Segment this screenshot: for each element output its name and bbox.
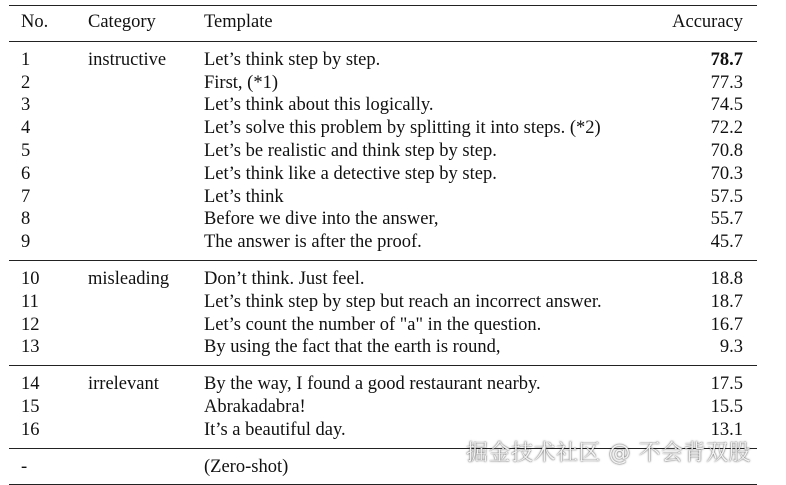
row-category — [88, 72, 204, 95]
row-number: 5 — [21, 140, 31, 161]
row-template: The answer is after the proof. — [204, 232, 422, 253]
table-row — [9, 94, 757, 117]
row-accuracy: 16.7 — [710, 314, 743, 335]
row-accuracy: 15.5 — [710, 396, 743, 417]
row-category — [88, 231, 204, 260]
table-row — [9, 260, 757, 290]
header-template: Template — [204, 6, 664, 42]
row-template: Let’s think — [204, 186, 284, 207]
row-accuracy: 55.7 — [710, 209, 743, 230]
row-category — [88, 396, 204, 419]
row-number: 1 — [21, 49, 31, 70]
row-template: Let’s think about this logically. — [204, 95, 434, 116]
row-accuracy: 18.8 — [664, 260, 757, 290]
header-category: Category — [88, 6, 204, 42]
row-template: Let’s be realistic and think step by step. — [204, 140, 497, 161]
table-row — [9, 336, 757, 365]
row-category — [88, 291, 204, 314]
row-template: (Zero-shot) — [204, 448, 664, 485]
row-category — [88, 163, 204, 186]
row-number: 6 — [21, 163, 31, 184]
table-group — [9, 260, 757, 365]
row-accuracy: 78.7 — [710, 49, 743, 70]
row-category — [88, 140, 204, 163]
table-row — [9, 396, 757, 419]
row-category — [88, 336, 204, 365]
site-watermark: 掘金技术社区 @ 不会背双股 — [466, 441, 751, 466]
row-number: 7 — [21, 186, 31, 207]
row-number: 12 — [21, 314, 40, 335]
table-row — [9, 117, 757, 140]
row-category: irrelevant — [88, 366, 204, 396]
row-accuracy: 45.7 — [710, 232, 743, 253]
table-row — [9, 140, 757, 163]
header-accuracy: Accuracy — [664, 6, 757, 42]
row-category: instructive — [88, 49, 167, 70]
row-number: 8 — [21, 209, 31, 230]
row-category — [88, 448, 204, 485]
row-template: First, (*1) — [204, 72, 278, 93]
row-accuracy: 9.3 — [719, 337, 743, 358]
row-template: Let’s count the number of "a" in the question. — [204, 314, 542, 335]
table-row — [9, 41, 757, 71]
table-row — [9, 231, 757, 260]
row-template: Let’s think step by step. — [204, 49, 381, 70]
table-row — [9, 314, 757, 337]
table-row — [9, 366, 757, 396]
row-template: By the way, I found a good restaurant nearby. — [204, 366, 664, 396]
row-accuracy: 72.2 — [710, 118, 743, 139]
row-template: It’s a beautiful day. — [204, 419, 346, 440]
row-category: misleading — [88, 260, 204, 290]
row-accuracy: 70.3 — [710, 163, 743, 184]
row-accuracy: 70.8 — [710, 140, 743, 161]
row-category — [88, 94, 204, 117]
header-no: No. — [9, 6, 88, 42]
row-template: Let’s solve this problem by splitting it into steps. (*2) — [204, 118, 601, 139]
row-number: 11 — [21, 291, 39, 312]
row-category — [88, 314, 204, 337]
row-category — [88, 186, 204, 209]
row-number: 15 — [21, 396, 40, 417]
table-header-row — [9, 6, 757, 42]
results-table-container — [9, 5, 757, 485]
table-row — [9, 72, 757, 95]
row-template: Don’t think. Just feel. — [204, 260, 664, 290]
row-number: 9 — [21, 232, 31, 253]
row-number: 3 — [21, 95, 31, 116]
row-template: Abrakadabra! — [204, 396, 306, 417]
table-row — [9, 163, 757, 186]
row-number: 13 — [21, 337, 40, 358]
row-category — [88, 419, 204, 448]
table-row — [9, 208, 757, 231]
row-template: By using the fact that the earth is round, — [204, 337, 501, 358]
prompt-template-accuracy-table — [9, 5, 757, 485]
row-category — [88, 117, 204, 140]
row-number: 4 — [21, 118, 31, 139]
row-template: Let’s think like a detective step by step. — [204, 163, 497, 184]
row-accuracy: 18.7 — [710, 291, 743, 312]
row-number: 10 — [9, 260, 88, 290]
row-number: 2 — [21, 72, 31, 93]
row-accuracy: 74.5 — [710, 95, 743, 116]
row-accuracy: 57.5 — [710, 186, 743, 207]
row-number: - — [9, 448, 88, 485]
row-category — [88, 208, 204, 231]
table-group — [9, 41, 757, 260]
row-accuracy: 13.1 — [710, 419, 743, 440]
table-row — [9, 186, 757, 209]
row-accuracy: 77.3 — [710, 72, 743, 93]
row-template: Before we dive into the answer, — [204, 209, 439, 230]
row-accuracy: 17.5 — [664, 366, 757, 396]
row-number: 14 — [9, 366, 88, 396]
table-row — [9, 291, 757, 314]
row-template: Let’s think step by step but reach an incorrect answer. — [204, 291, 602, 312]
row-number: 16 — [21, 419, 40, 440]
